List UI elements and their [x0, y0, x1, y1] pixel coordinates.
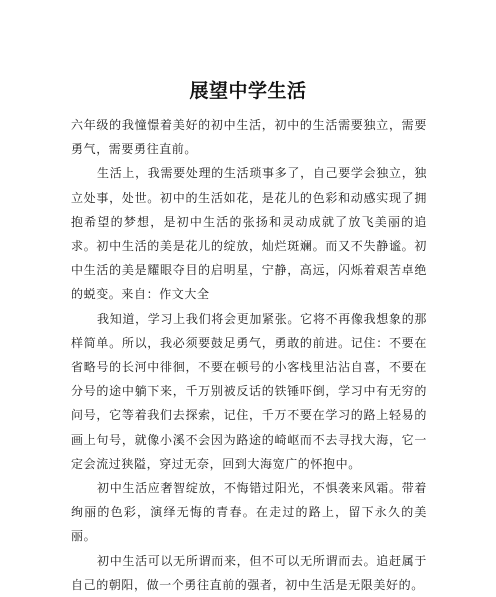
- paragraph-life: 生活上，我需要处理的生活琐事多了，自己要学会独立，独立处事，处世。初中的生活如花，是花儿的色彩和动感实现了拥抱希望的梦想，是初中生活的张扬和灵动成就了放飞美丽的追求。初中生活的美是花儿的绽放，灿烂斑斓。而又不失静谧。初中生活的美是耀眼夺目的启明星，宁静，高远，闪烁着艰苦卓绝的蜕变。来自：作文大全: [71, 166, 427, 302]
- paragraph-study: 我知道，学习上我们将会更加紧张。它将不再像我想象的那样简单。所以，我必须要鼓足勇气，勇敢的前进。记住：不要在省略号的长河中徘徊，不要在顿号的小客栈里沾沾自喜，不要在分号的途中躺下来，千万别被反话的铁锤吓倒，学习中有无穷的问号，它等着我们去探索，记住，千万不要在学习的路上轻易的画上句号，就像小溪不会因为路途的崎岖而不去寻找大海，它一定会流过狭隘，穿过无奈，回到大海宽广的怀抱中。: [71, 311, 427, 471]
- paragraph-intro: 六年级的我憧憬着美好的初中生活，初中的生活需要独立，需要勇气，需要勇往直前。: [71, 118, 427, 157]
- paragraph-closing: 初中生活可以无所谓而来，但不可以无所谓而去。追赶属于自己的朝阳，做一个勇往直前的强者，初中生活是无限美好的。: [71, 553, 427, 592]
- document-body: [71, 113, 427, 597]
- document-title: 展望中学生活: [189, 80, 307, 102]
- paragraph-bloom: 初中生活应奢智绽放，不悔错过阳光，不惧袭来风霜。带着绚丽的色彩，演绎无悔的青春。在走过的路上，留下永久的美丽。: [71, 481, 427, 544]
